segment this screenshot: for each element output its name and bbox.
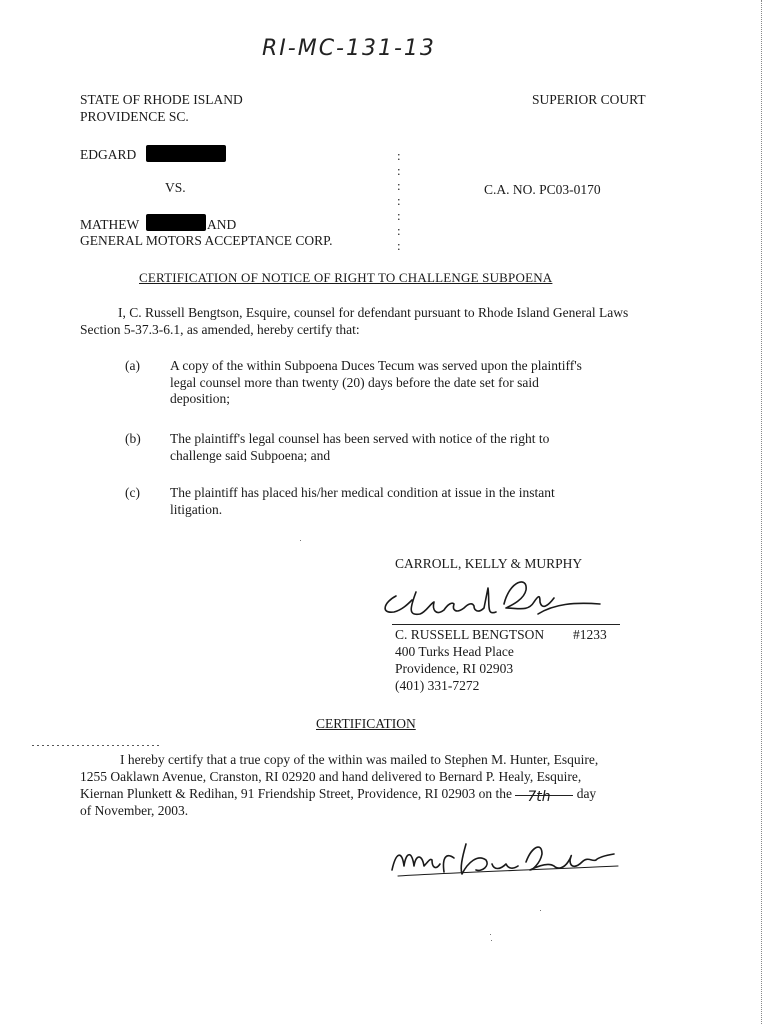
item-marker-c: (c) [125, 485, 140, 500]
day-blank [515, 789, 573, 805]
caption-colon-column: : : : : : : : [397, 148, 401, 253]
scan-speck [490, 934, 491, 935]
address-line-1: 400 Turks Head Place [395, 644, 514, 659]
item-text-c: The plaintiff has placed his/her medical condition at issue in the instant litigation. [170, 485, 555, 517]
defendant-and: AND [207, 217, 237, 232]
court-heading: SUPERIOR COURT [532, 92, 646, 107]
certification-line-3 [80, 786, 597, 805]
defendant-first: MATHEW [80, 217, 140, 232]
attorney-name: C. RUSSELL BENGTSON [395, 627, 545, 642]
item-marker-a: (a) [125, 358, 140, 373]
handwritten-day: 7th [527, 789, 551, 805]
state-heading: STATE OF RHODE ISLAND [80, 92, 243, 107]
county-heading: PROVIDENCE SC. [80, 109, 189, 124]
item-text-a: A copy of the within Subpoena Duces Tecum was served upon the plaintiff's legal counsel more than twenty (20) days before the date set for said deposition; [170, 358, 582, 406]
scan-speck [540, 910, 541, 911]
attorney-signature [378, 574, 618, 634]
item-text-b: The plaintiff's legal counsel has been served with notice of the right to challenge said Subpoena; and [170, 431, 550, 463]
redaction-defendant [146, 214, 206, 231]
redaction-plaintiff [146, 145, 226, 162]
certifier-signature [382, 832, 642, 892]
handwritten-docket-number: RI-MC-131-13 [262, 36, 436, 61]
certification-line-4: of November, 2003. [80, 803, 189, 818]
versus-label: VS. [165, 180, 186, 195]
certification-line-3-prefix: Kiernan Plunkett & Redihan, 91 Friendship Street, Providence, RI 02903 on the [80, 786, 512, 801]
scan-speck [491, 940, 492, 941]
phone-number: (401) 331-7272 [395, 678, 480, 693]
page-edge-border [761, 0, 762, 1024]
defendant-second: GENERAL MOTORS ACCEPTANCE CORP. [80, 233, 333, 248]
address-line-2: Providence, RI 02903 [395, 661, 514, 676]
scan-speck [300, 540, 301, 541]
scan-artifact [32, 745, 162, 746]
certification-line-1: I hereby certify that a true copy of the within was mailed to Stephen M. Hunter, Esquire, [120, 752, 599, 767]
plaintiff-name: EDGARD [80, 147, 137, 162]
document-title: CERTIFICATION OF NOTICE OF RIGHT TO CHALLENGE SUBPOENA [139, 270, 553, 285]
certification-line-2: 1255 Oaklawn Avenue, Cranston, RI 02920 and hand delivered to Bernard P. Healy, Esquire, [80, 769, 582, 784]
intro-paragraph: I, C. Russell Bengtson, Esquire, counsel for defendant pursuant to Rhode Island General Laws Section 5-37.3-6.1, as amended, hereby certify that: [80, 305, 629, 337]
certification-line-3-suffix: day [576, 786, 597, 801]
certification-heading: CERTIFICATION [316, 716, 416, 731]
signature-line [392, 624, 620, 625]
item-marker-b: (b) [125, 431, 141, 446]
case-number: C.A. NO. PC03-0170 [484, 182, 601, 197]
bar-number: #1233 [573, 627, 607, 642]
law-firm-name: CARROLL, KELLY & MURPHY [395, 556, 583, 571]
